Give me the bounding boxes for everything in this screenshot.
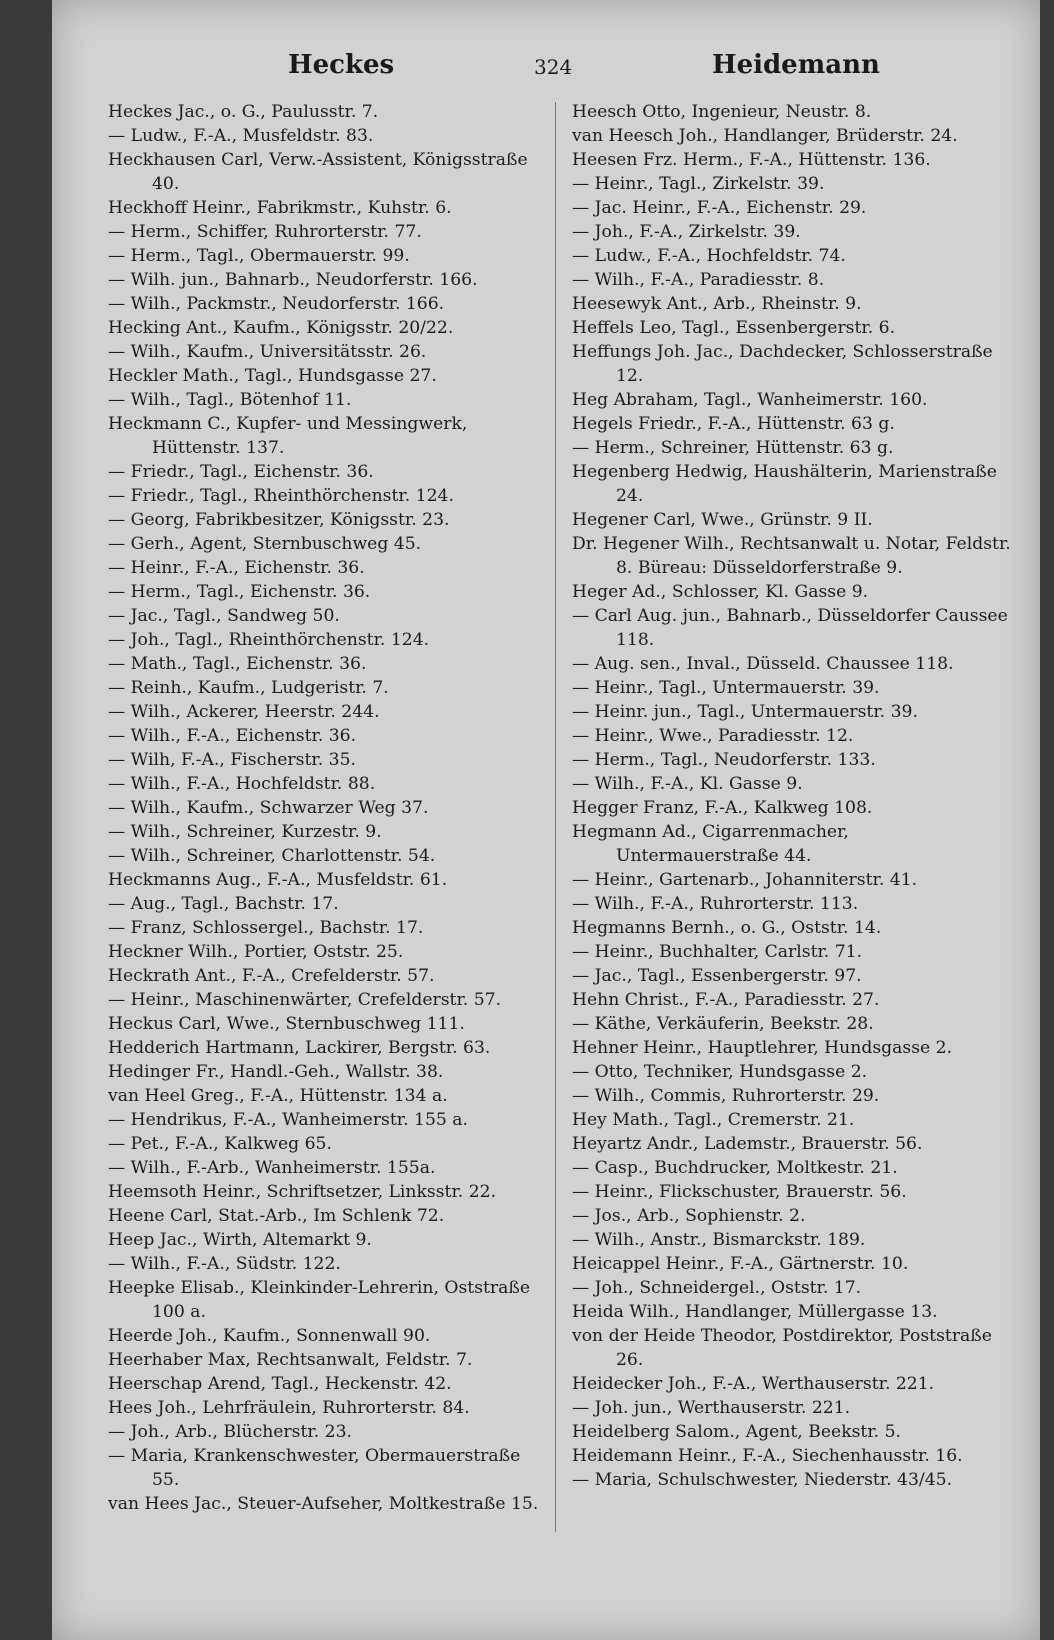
directory-entry: van Heesch Joh., Handlanger, Brüderstr. 24. bbox=[572, 126, 958, 146]
directory-entry: Hegels Friedr., F.-A., Hüttenstr. 63 g. bbox=[572, 414, 895, 434]
directory-entry: — Joh., Schneidergel., Oststr. 17. bbox=[572, 1278, 862, 1298]
directory-entry: Hegener Carl, Wwe., Grünstr. 9 II. bbox=[572, 510, 873, 530]
directory-entry: — Wilh., F.-Arb., Wanheimerstr. 155a. bbox=[108, 1158, 436, 1178]
directory-entry: — Pet., F.-A., Kalkweg 65. bbox=[108, 1134, 332, 1154]
directory-entry: — Herm., Tagl., Eichenstr. 36. bbox=[108, 582, 371, 602]
directory-entry: — Herm., Schreiner, Hüttenstr. 63 g. bbox=[572, 438, 894, 458]
directory-entry: Heerschap Arend, Tagl., Heckenstr. 42. bbox=[108, 1374, 452, 1394]
directory-entry: Hegmann Ad., Cigarrenmacher, Untermauerstraße 44. bbox=[572, 822, 849, 866]
directory-entry: — Maria, Schulschwester, Niederstr. 43/45. bbox=[572, 1470, 953, 1490]
directory-entry: Heger Ad., Schlosser, Kl. Gasse 9. bbox=[572, 582, 869, 602]
directory-entry: — Otto, Techniker, Hundsgasse 2. bbox=[572, 1062, 868, 1082]
directory-entry: — Casp., Buchdrucker, Moltkestr. 21. bbox=[572, 1158, 898, 1178]
directory-entry: — Heinr., F.-A., Eichenstr. 36. bbox=[108, 558, 365, 578]
directory-entry: Heesewyk Ant., Arb., Rheinstr. 9. bbox=[572, 294, 862, 314]
directory-entry: — Jac. Heinr., F.-A., Eichenstr. 29. bbox=[572, 198, 867, 218]
directory-entry: — Reinh., Kaufm., Ludgeristr. 7. bbox=[108, 678, 389, 698]
directory-entry: Heg Abraham, Tagl., Wanheimerstr. 160. bbox=[572, 390, 928, 410]
directory-entry: — Ludw., F.-A., Hochfeldstr. 74. bbox=[572, 246, 846, 266]
directory-entry: — Wilh., Commis, Ruhrorterstr. 29. bbox=[572, 1086, 880, 1106]
directory-entry: — Käthe, Verkäuferin, Beekstr. 28. bbox=[572, 1014, 874, 1034]
directory-entry: — Wilh., F.-A., Ruhrorterstr. 113. bbox=[572, 894, 859, 914]
directory-entry: — Heinr., Tagl., Zirkelstr. 39. bbox=[572, 174, 825, 194]
directory-entry: Heidemann Heinr., F.-A., Siechenhausstr. 16. bbox=[572, 1446, 963, 1466]
directory-entry: — Heinr., Tagl., Untermauerstr. 39. bbox=[572, 678, 880, 698]
header-right-keyword: Heidemann bbox=[712, 50, 880, 80]
page-header bbox=[52, 50, 1040, 90]
directory-entry: — Herm., Schiffer, Ruhrorterstr. 77. bbox=[108, 222, 422, 242]
directory-entry: — Georg, Fabrikbesitzer, Königsstr. 23. bbox=[108, 510, 450, 530]
directory-entry: — Joh. jun., Werthauserstr. 221. bbox=[572, 1398, 851, 1418]
directory-entry: — Gerh., Agent, Sternbuschweg 45. bbox=[108, 534, 422, 554]
directory-entry: — Wilh., Tagl., Bötenhof 11. bbox=[108, 390, 352, 410]
directory-entry: Heemsoth Heinr., Schriftsetzer, Linksstr. 22. bbox=[108, 1182, 497, 1202]
directory-entry: — Friedr., Tagl., Eichenstr. 36. bbox=[108, 462, 374, 482]
directory-entry: — Maria, Krankenschwester, Obermauerstraße 55. bbox=[108, 1446, 521, 1490]
directory-entry: — Wilh., F.-A., Eichenstr. 36. bbox=[108, 726, 357, 746]
directory-entry: Heckhoff Heinr., Fabrikmstr., Kuhstr. 6. bbox=[108, 198, 452, 218]
directory-entry: van Hees Jac., Steuer-Aufseher, Moltkestraße 15. bbox=[108, 1494, 539, 1514]
directory-entry: — Wilh., F.-A., Hochfeldstr. 88. bbox=[108, 774, 376, 794]
directory-entry: — Joh., Arb., Blücherstr. 23. bbox=[108, 1422, 352, 1442]
directory-entry: Heffungs Joh. Jac., Dachdecker, Schlosserstraße 12. bbox=[572, 342, 993, 386]
header-left-keyword: Heckes bbox=[288, 50, 395, 80]
directory-entry: Hehn Christ., F.-A., Paradiesstr. 27. bbox=[572, 990, 880, 1010]
directory-entry: Heidecker Joh., F.-A., Werthauserstr. 221. bbox=[572, 1374, 935, 1394]
directory-entry: Heffels Leo, Tagl., Essenbergerstr. 6. bbox=[572, 318, 896, 338]
directory-entry: van Heel Greg., F.-A., Hüttenstr. 134 a. bbox=[108, 1086, 448, 1106]
directory-entry: Heerhaber Max, Rechtsanwalt, Feldstr. 7. bbox=[108, 1350, 473, 1370]
directory-entry: Heckhausen Carl, Verw.-Assistent, Königsstraße 40. bbox=[108, 150, 528, 194]
directory-entry: Heckmann C., Kupfer- und Messingwerk, Hüttenstr. 137. bbox=[108, 414, 468, 458]
directory-entry: Hecking Ant., Kaufm., Königsstr. 20/22. bbox=[108, 318, 454, 338]
directory-entry: — Heinr., Buchhalter, Carlstr. 71. bbox=[572, 942, 863, 962]
directory-entry: — Friedr., Tagl., Rheinthörchenstr. 124. bbox=[108, 486, 454, 506]
directory-entry: Heene Carl, Stat.-Arb., Im Schlenk 72. bbox=[108, 1206, 445, 1226]
directory-entry: — Jac., Tagl., Essenbergerstr. 97. bbox=[572, 966, 862, 986]
directory-entry: — Heinr., Gartenarb., Johanniterstr. 41. bbox=[572, 870, 918, 890]
directory-entry: — Carl Aug. jun., Bahnarb., Düsseldorfer Caussee 118. bbox=[572, 606, 1008, 650]
directory-entry: — Wilh., Ackerer, Heerstr. 244. bbox=[108, 702, 380, 722]
directory-entry: Heida Wilh., Handlanger, Müllergasse 13. bbox=[572, 1302, 938, 1322]
directory-entry: — Wilh., Kaufm., Universitätsstr. 26. bbox=[108, 342, 427, 362]
directory-entry: — Wilh., Kaufm., Schwarzer Weg 37. bbox=[108, 798, 429, 818]
directory-entry: Dr. Hegener Wilh., Rechtsanwalt u. Notar, Feldstr. 8. Büreau: Düsseldorferstraße 9. bbox=[572, 534, 1011, 578]
directory-entry: Heerde Joh., Kaufm., Sonnenwall 90. bbox=[108, 1326, 431, 1346]
directory-entry: — Joh., Tagl., Rheinthörchenstr. 124. bbox=[108, 630, 430, 650]
directory-entry: Heckmanns Aug., F.-A., Musfeldstr. 61. bbox=[108, 870, 448, 890]
directory-entry: Heckner Wilh., Portier, Oststr. 25. bbox=[108, 942, 404, 962]
directory-entry: — Wilh. jun., Bahnarb., Neudorferstr. 166. bbox=[108, 270, 478, 290]
column-divider bbox=[555, 102, 556, 1532]
directory-entry: Hees Joh., Lehrfräulein, Ruhrorterstr. 84. bbox=[108, 1398, 470, 1418]
directory-entry: — Wilh., Schreiner, Kurzestr. 9. bbox=[108, 822, 382, 842]
directory-entry: — Ludw., F.-A., Musfeldstr. 83. bbox=[108, 126, 374, 146]
directory-entry: Hey Math., Tagl., Cremerstr. 21. bbox=[572, 1110, 855, 1130]
directory-entry: — Wilh., Anstr., Bismarckstr. 189. bbox=[572, 1230, 866, 1250]
directory-entry: — Wilh., Packmstr., Neudorferstr. 166. bbox=[108, 294, 445, 314]
directory-entry: — Jac., Tagl., Sandweg 50. bbox=[108, 606, 340, 626]
directory-entry: — Heinr., Wwe., Paradiesstr. 12. bbox=[572, 726, 854, 746]
directory-entry: Hegenberg Hedwig, Haushälterin, Marienstraße 24. bbox=[572, 462, 997, 506]
directory-entry: Heckrath Ant., F.-A., Crefelderstr. 57. bbox=[108, 966, 435, 986]
directory-entry: Heesen Frz. Herm., F.-A., Hüttenstr. 136. bbox=[572, 150, 931, 170]
directory-entry: Heckler Math., Tagl., Hundsgasse 27. bbox=[108, 366, 437, 386]
directory-entry: — Heinr., Maschinenwärter, Crefelderstr. 57. bbox=[108, 990, 502, 1010]
directory-entry: — Wilh., F.-A., Kl. Gasse 9. bbox=[572, 774, 803, 794]
directory-entry: — Wilh., Schreiner, Charlottenstr. 54. bbox=[108, 846, 436, 866]
directory-entry: von der Heide Theodor, Postdirektor, Poststraße 26. bbox=[572, 1326, 992, 1370]
directory-entry: — Franz, Schlossergel., Bachstr. 17. bbox=[108, 918, 424, 938]
directory-entry: Hehner Heinr., Hauptlehrer, Hundsgasse 2. bbox=[572, 1038, 953, 1058]
directory-entry: Heep Jac., Wirth, Altemarkt 9. bbox=[108, 1230, 372, 1250]
directory-entry: Heckes Jac., o. G., Paulusstr. 7. bbox=[108, 102, 379, 122]
right-column bbox=[572, 100, 1012, 1492]
page-number: 324 bbox=[534, 55, 573, 79]
directory-entry: Heckus Carl, Wwe., Sternbuschweg 111. bbox=[108, 1014, 465, 1034]
directory-entry: Heepke Elisab., Kleinkinder-Lehrerin, Oststraße 100 a. bbox=[108, 1278, 531, 1322]
directory-page bbox=[52, 0, 1040, 1640]
directory-entry: — Wilh, F.-A., Fischerstr. 35. bbox=[108, 750, 356, 770]
directory-entry: — Wilh., F.-A., Paradiesstr. 8. bbox=[572, 270, 825, 290]
directory-entry: — Math., Tagl., Eichenstr. 36. bbox=[108, 654, 367, 674]
directory-entry: — Joh., F.-A., Zirkelstr. 39. bbox=[572, 222, 801, 242]
directory-entry: Hegger Franz, F.-A., Kalkweg 108. bbox=[572, 798, 873, 818]
directory-entry: Hegmanns Bernh., o. G., Oststr. 14. bbox=[572, 918, 882, 938]
directory-entry: — Jos., Arb., Sophienstr. 2. bbox=[572, 1206, 806, 1226]
directory-entry: — Herm., Tagl., Obermauerstr. 99. bbox=[108, 246, 410, 266]
directory-entry: — Heinr., Flickschuster, Brauerstr. 56. bbox=[572, 1182, 907, 1202]
directory-entry: Hedinger Fr., Handl.-Geh., Wallstr. 38. bbox=[108, 1062, 444, 1082]
directory-entry: Heicappel Heinr., F.-A., Gärtnerstr. 10. bbox=[572, 1254, 909, 1274]
directory-entry: — Herm., Tagl., Neudorferstr. 133. bbox=[572, 750, 876, 770]
directory-entry: Heyartz Andr., Lademstr., Brauerstr. 56. bbox=[572, 1134, 923, 1154]
directory-entry: Heesch Otto, Ingenieur, Neustr. 8. bbox=[572, 102, 872, 122]
directory-entry: Hedderich Hartmann, Lackirer, Bergstr. 63. bbox=[108, 1038, 491, 1058]
directory-entry: Heidelberg Salom., Agent, Beekstr. 5. bbox=[572, 1422, 901, 1442]
directory-entry: — Hendrikus, F.-A., Wanheimerstr. 155 a. bbox=[108, 1110, 469, 1130]
directory-entry: — Aug., Tagl., Bachstr. 17. bbox=[108, 894, 339, 914]
directory-entry: — Heinr. jun., Tagl., Untermauerstr. 39. bbox=[572, 702, 918, 722]
left-column bbox=[108, 100, 548, 1516]
directory-entry: — Wilh., F.-A., Südstr. 122. bbox=[108, 1254, 341, 1274]
directory-entry: — Aug. sen., Inval., Düsseld. Chaussee 118. bbox=[572, 654, 954, 674]
